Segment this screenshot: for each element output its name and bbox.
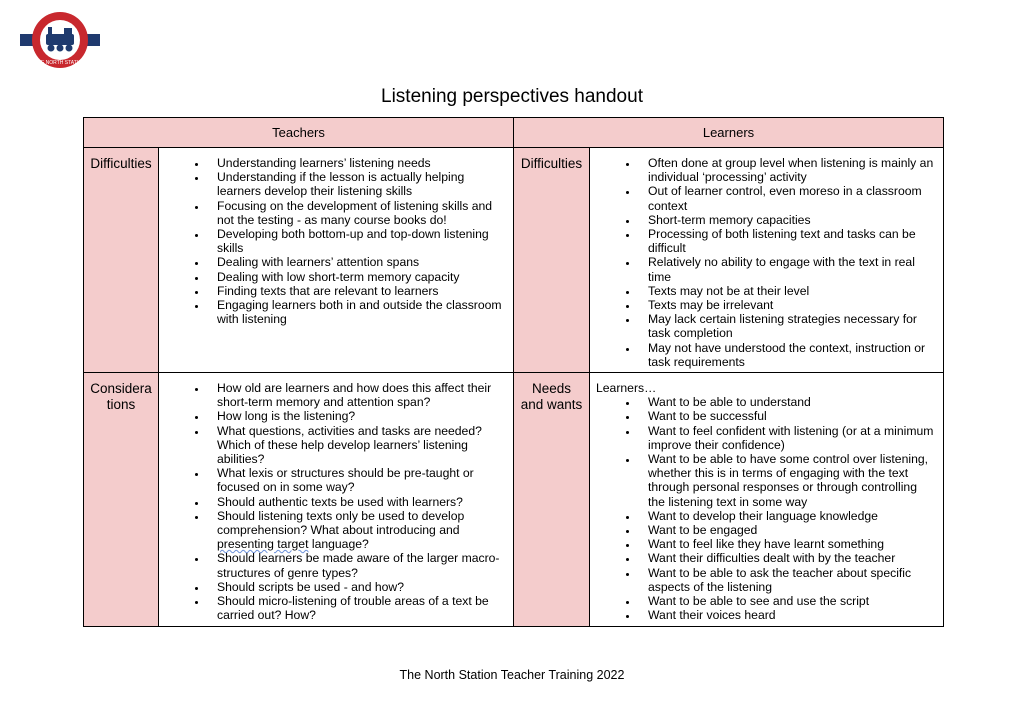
teacher-considerations-label — [84, 373, 159, 627]
list-item: • Finding texts that are relevant to learners — [207, 284, 507, 298]
learners-header: Learners — [514, 118, 944, 148]
list-item: • Want to be able to ask the teacher about specific aspects of the listening — [638, 566, 937, 594]
learner-needs-label — [514, 373, 590, 627]
list-item: • What lexis or structures should be pre-taught or focused on in some way? — [207, 466, 507, 494]
list-item: • Should micro-listening of trouble areas of a text be carried out? How? — [207, 594, 507, 622]
list-item: • What questions, activities and tasks are needed? Which of these help develop learners’ listening abilities? — [207, 424, 507, 467]
list-item: • Relatively no ability to engage with the text in real time — [638, 255, 937, 283]
list-item: • Understanding if the lesson is actually helping learners develop their listening skills — [207, 170, 507, 198]
item-text-tail: language? — [308, 537, 369, 552]
list-item: • Dealing with low short-term memory capacity — [207, 270, 507, 284]
label-line: tions — [106, 397, 136, 412]
list-item — [207, 509, 507, 552]
label-line: Considera — [90, 381, 152, 396]
list-item: • Want to be able to see and use the script — [638, 594, 937, 608]
item-text: Should listening texts only be used to develop comprehension? What about introducing and — [217, 508, 465, 538]
list-item: • Processing of both listening text and tasks can be difficult — [638, 227, 937, 255]
north-station-logo — [20, 8, 100, 70]
list-item: • How long is the listening? — [207, 409, 507, 423]
learner-difficulties-list — [596, 156, 937, 369]
learner-difficulties-label: Difficulties — [514, 148, 590, 373]
learner-needs-cell — [590, 373, 944, 627]
perspectives-table — [83, 117, 944, 627]
list-item: • Engaging learners both in and outside the classroom with listening — [207, 298, 507, 326]
list-item: • Want to be successful — [638, 409, 937, 423]
list-item: • Focusing on the development of listening skills and not the testing - as many course books do! — [207, 199, 507, 227]
list-item: • May lack certain listening strategies necessary for task completion — [638, 312, 937, 340]
list-item: • Should learners be made aware of the larger macro-structures of genre types? — [207, 551, 507, 579]
list-item: • Want to feel like they have learnt something — [638, 537, 937, 551]
teacher-difficulties-label: Difficulties — [84, 148, 159, 373]
logo-text: THE NORTH STATION — [34, 60, 86, 66]
list-item: • Want to be able to have some control over listening, whether this is in terms of engaging with the text through personal responses or through controlling the listening text in some way — [638, 452, 937, 509]
list-item: • Understanding learners’ listening needs — [207, 156, 507, 170]
list-item: • Texts may be irrelevant — [638, 298, 937, 312]
list-item: • Should scripts be used - and how? — [207, 580, 507, 594]
label-line: Needs — [531, 381, 572, 396]
list-item: • Should authentic texts be used with learners? — [207, 495, 507, 509]
learners-lead-text: Learners… — [596, 381, 657, 395]
list-item: • Developing both bottom-up and top-down listening skills — [207, 227, 507, 255]
page-title: Listening perspectives handout — [381, 86, 643, 107]
teacher-considerations-list — [165, 381, 507, 622]
teacher-difficulties-cell — [159, 148, 514, 373]
teachers-header: Teachers — [84, 118, 514, 148]
teacher-considerations-cell — [159, 373, 514, 627]
spellcheck-underlined-text: presenting target — [217, 537, 309, 552]
list-item: • May not have understood the context, instruction or task requirements — [638, 341, 937, 369]
list-item: • Want to develop their language knowledge — [638, 509, 937, 523]
list-item: • Dealing with learners’ attention spans — [207, 255, 507, 269]
list-item: • Want to be engaged — [638, 523, 937, 537]
page-footer: The North Station Teacher Training 2022 — [399, 668, 625, 682]
list-item: • Want their difficulties dealt with by the teacher — [638, 551, 937, 565]
list-item: • Want to feel confident with listening (or at a minimum improve their confidence) — [638, 424, 937, 452]
list-item: • Short-term memory capacities — [638, 213, 937, 227]
list-item: • Often done at group level when listening is mainly an individual ‘processing’ activity — [638, 156, 937, 184]
list-item: • Want to be able to understand — [638, 395, 937, 409]
list-item: • Want their voices heard — [638, 608, 937, 622]
label-line: and wants — [520, 397, 583, 412]
learner-difficulties-cell — [590, 148, 944, 373]
list-item: • Texts may not be at their level — [638, 284, 937, 298]
learner-needs-list — [596, 395, 937, 622]
teacher-difficulties-list — [165, 156, 507, 326]
list-item: • Out of learner control, even moreso in a classroom context — [638, 184, 937, 212]
list-item: • How old are learners and how does this affect their short-term memory and attention span? — [207, 381, 507, 409]
